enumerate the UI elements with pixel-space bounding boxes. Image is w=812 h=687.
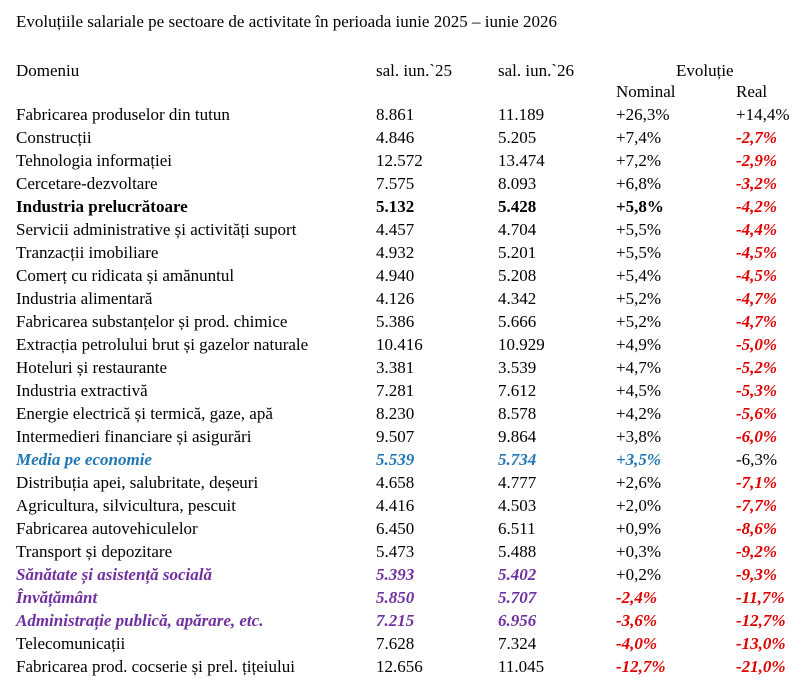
- salary-2025-cell: 9.507: [376, 427, 415, 446]
- table-row: [0, 287, 812, 310]
- salary-2025-cell: 5.473: [376, 542, 415, 561]
- domain-cell: Media pe economie: [16, 450, 152, 469]
- domain-cell: Energie electrică și termică, gaze, apă: [16, 404, 273, 423]
- real-cell: -4,2%: [736, 197, 778, 216]
- real-cell: -4,4%: [736, 220, 778, 239]
- table-row: [0, 241, 812, 264]
- salary-2025-cell: 7.575: [376, 174, 415, 193]
- salary-2025-cell: 5.850: [376, 588, 415, 607]
- nominal-cell: +26,3%: [616, 105, 670, 124]
- salary-2026-cell: 5.488: [498, 542, 537, 561]
- domain-cell: Extracția petrolului brut și gazelor naturale: [16, 335, 309, 354]
- salary-2026-cell: 5.428: [498, 197, 537, 216]
- table-row: [0, 172, 812, 195]
- salary-2025-cell: 4.940: [376, 266, 415, 285]
- nominal-cell: +3,5%: [616, 450, 662, 469]
- domain-cell: Industria extractivă: [16, 381, 148, 400]
- domain-cell: Transport și depozitare: [16, 542, 173, 561]
- real-cell: -13,0%: [736, 634, 786, 653]
- salary-2025-cell: 8.230: [376, 404, 415, 423]
- table-row: [0, 517, 812, 540]
- table-row: [0, 632, 812, 655]
- real-cell: -21,0%: [736, 657, 786, 676]
- nominal-cell: +4,5%: [616, 381, 661, 400]
- nominal-cell: -12,7%: [616, 657, 666, 676]
- nominal-cell: -2,4%: [616, 588, 658, 607]
- domain-cell: Industria prelucrătoare: [16, 197, 188, 216]
- domain-cell: Tranzacții imobiliare: [16, 243, 159, 262]
- table-row: [0, 494, 812, 517]
- real-cell: -7,1%: [736, 473, 778, 492]
- real-cell: -12,7%: [736, 611, 786, 630]
- salary-2026-cell: 8.093: [498, 174, 537, 193]
- salary-2025-cell: 4.416: [376, 496, 415, 515]
- nominal-cell: -4,0%: [616, 634, 658, 653]
- real-cell: -4,5%: [736, 266, 778, 285]
- domain-cell: Fabricarea substanțelor și prod. chimice: [16, 312, 288, 331]
- table-row: [0, 402, 812, 425]
- table-row: [0, 218, 812, 241]
- real-cell: -4,7%: [736, 289, 778, 308]
- table-row: [0, 540, 812, 563]
- table-row: [0, 425, 812, 448]
- nominal-cell: +5,5%: [616, 220, 661, 239]
- salary-2025-cell: 7.281: [376, 381, 415, 400]
- table-row: [0, 471, 812, 494]
- nominal-cell: +2,0%: [616, 496, 661, 515]
- salary-2026-cell: 6.956: [498, 611, 537, 630]
- nominal-cell: +6,8%: [616, 174, 661, 193]
- real-cell: -5,6%: [736, 404, 778, 423]
- table-row: [0, 333, 812, 356]
- domain-cell: Administrație publică, apărare, etc.: [16, 611, 264, 630]
- table-row: [0, 448, 812, 471]
- nominal-cell: +5,5%: [616, 243, 661, 262]
- domain-cell: Cercetare-dezvoltare: [16, 174, 158, 193]
- real-cell: -3,2%: [736, 174, 778, 193]
- domain-cell: Agricultura, silvicultura, pescuit: [16, 496, 236, 515]
- salary-2025-cell: 4.126: [376, 289, 415, 308]
- table-row: [0, 563, 812, 586]
- domain-cell: Fabricarea prod. cocserie și prel. țițeiului: [16, 657, 295, 676]
- domain-cell: Fabricarea autovehiculelor: [16, 519, 198, 538]
- table-row: [0, 310, 812, 333]
- domain-cell: Industria alimentară: [16, 289, 153, 308]
- salary-2025-cell: 7.628: [376, 634, 415, 653]
- header-nominal: Nominal: [616, 82, 676, 101]
- nominal-cell: +2,6%: [616, 473, 661, 492]
- nominal-cell: +5,4%: [616, 266, 661, 285]
- real-cell: -7,7%: [736, 496, 778, 515]
- salary-2025-cell: 7.215: [376, 611, 415, 630]
- salary-2026-cell: 8.578: [498, 404, 537, 423]
- salary-2026-cell: 5.208: [498, 266, 537, 285]
- salary-2026-cell: 4.503: [498, 496, 537, 515]
- salary-2025-cell: 5.386: [376, 312, 415, 331]
- domain-cell: Sănătate și asistență socială: [16, 565, 212, 584]
- domain-cell: Intermedieri financiare și asigurări: [16, 427, 252, 446]
- nominal-cell: +5,2%: [616, 312, 661, 331]
- table-row: [0, 379, 812, 402]
- nominal-cell: +7,4%: [616, 128, 661, 147]
- salary-2026-cell: 5.666: [498, 312, 537, 331]
- salary-2026-cell: 5.707: [498, 588, 537, 607]
- real-cell: -9,3%: [736, 565, 778, 584]
- salary-2026-cell: 5.402: [498, 565, 537, 584]
- header-real: Real: [736, 82, 768, 101]
- header-domain: Domeniu: [16, 61, 80, 80]
- salary-2025-cell: 5.132: [376, 197, 415, 216]
- header-sal-prev: sal. iun.`25: [376, 61, 453, 80]
- salary-2026-cell: 5.201: [498, 243, 537, 262]
- real-cell: -11,7%: [736, 588, 785, 607]
- salary-2025-cell: 12.656: [376, 657, 423, 676]
- document-title: Evoluțiile salariale pe sectoare de activitate în perioada iunie 2025 – iunie 2026: [16, 12, 557, 31]
- table-row: [0, 356, 812, 379]
- real-cell: -6,0%: [736, 427, 778, 446]
- salary-2025-cell: 12.572: [376, 151, 423, 170]
- real-cell: -8,6%: [736, 519, 778, 538]
- nominal-cell: +7,2%: [616, 151, 661, 170]
- nominal-cell: +5,2%: [616, 289, 661, 308]
- nominal-cell: +0,3%: [616, 542, 661, 561]
- salary-2025-cell: 4.457: [376, 220, 415, 239]
- nominal-cell: +3,8%: [616, 427, 661, 446]
- table-row: [0, 149, 812, 172]
- table-row: [0, 103, 812, 126]
- domain-cell: Comerț cu ridicata și amănuntul: [16, 266, 235, 285]
- table-row: [0, 609, 812, 632]
- salary-2026-cell: 11.189: [498, 105, 545, 124]
- real-cell: -9,2%: [736, 542, 778, 561]
- nominal-cell: +0,9%: [616, 519, 661, 538]
- salary-2026-cell: 5.734: [498, 450, 537, 469]
- salary-2025-cell: 4.658: [376, 473, 415, 492]
- table-row: [0, 655, 812, 678]
- salary-table: [0, 103, 812, 678]
- real-cell: -2,9%: [736, 151, 778, 170]
- nominal-cell: -3,6%: [616, 611, 658, 630]
- salary-2026-cell: 5.205: [498, 128, 537, 147]
- salary-2026-cell: 7.612: [498, 381, 537, 400]
- salary-2026-cell: 4.704: [498, 220, 537, 239]
- domain-cell: Învățământ: [16, 588, 98, 607]
- salary-2025-cell: 10.416: [376, 335, 423, 354]
- real-cell: -4,5%: [736, 243, 778, 262]
- real-cell: -5,2%: [736, 358, 778, 377]
- domain-cell: Servicii administrative și activități suport: [16, 220, 297, 239]
- nominal-cell: +4,7%: [616, 358, 661, 377]
- domain-cell: Construcții: [16, 128, 92, 147]
- salary-2026-cell: 4.777: [498, 473, 537, 492]
- salary-2026-cell: 4.342: [498, 289, 537, 308]
- real-cell: +14,4%: [736, 105, 790, 124]
- salary-2025-cell: 4.932: [376, 243, 415, 262]
- salary-2026-cell: 11.045: [498, 657, 545, 676]
- domain-cell: Hoteluri și restaurante: [16, 358, 168, 377]
- real-cell: -4,7%: [736, 312, 778, 331]
- table-row: [0, 586, 812, 609]
- salary-2026-cell: 6.511: [498, 519, 536, 538]
- salary-2026-cell: 3.539: [498, 358, 537, 377]
- salary-2025-cell: 8.861: [376, 105, 415, 124]
- domain-cell: Tehnologia informației: [16, 151, 173, 170]
- real-cell: -5,0%: [736, 335, 778, 354]
- salary-2026-cell: 13.474: [498, 151, 545, 170]
- nominal-cell: +0,2%: [616, 565, 661, 584]
- header-evolution: Evoluție: [676, 61, 734, 80]
- salary-2026-cell: 7.324: [498, 634, 537, 653]
- domain-cell: Distribuția apei, salubritate, deșeuri: [16, 473, 259, 492]
- nominal-cell: +4,9%: [616, 335, 661, 354]
- table-row: [0, 195, 812, 218]
- real-cell: -6,3%: [736, 450, 778, 469]
- nominal-cell: +4,2%: [616, 404, 661, 423]
- salary-2025-cell: 6.450: [376, 519, 415, 538]
- salary-2025-cell: 5.393: [376, 565, 415, 584]
- domain-cell: Fabricarea produselor din tutun: [16, 105, 230, 124]
- salary-2026-cell: 9.864: [498, 427, 537, 446]
- nominal-cell: +5,8%: [616, 197, 664, 216]
- salary-2026-cell: 10.929: [498, 335, 545, 354]
- salary-2025-cell: 4.846: [376, 128, 415, 147]
- salary-2025-cell: 5.539: [376, 450, 415, 469]
- domain-cell: Telecomunicații: [16, 634, 126, 653]
- table-row: [0, 264, 812, 287]
- salary-2025-cell: 3.381: [376, 358, 415, 377]
- table-row: [0, 126, 812, 149]
- real-cell: -2,7%: [736, 128, 778, 147]
- header-sal-curr: sal. iun.`26: [498, 61, 575, 80]
- real-cell: -5,3%: [736, 381, 778, 400]
